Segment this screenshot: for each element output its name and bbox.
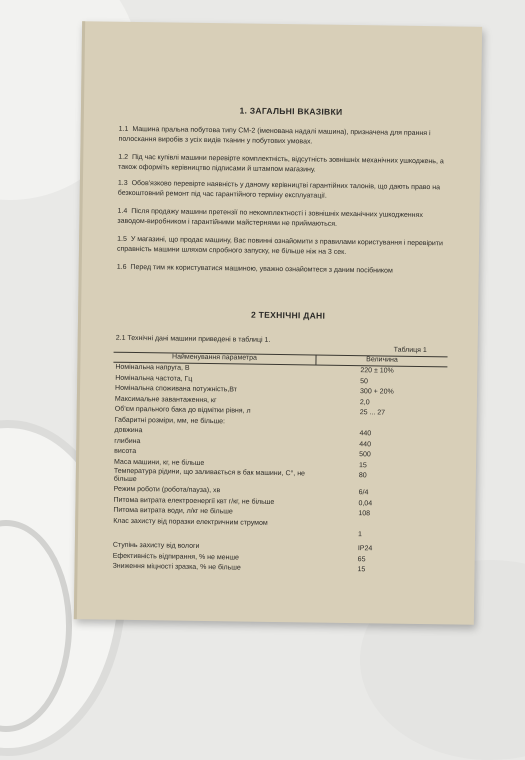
paragraph-1-3: 1.3 Обов'язково перевірте наявність у даному керівництві гарантійних талонів, що дають право на безкоштовний ремонт під час гарантійного терміну експлуатації. (117, 179, 441, 200)
table-row: Номінальна споживана потужність,Вт 300 + 20% (115, 384, 394, 396)
table-row: Питома витрата електроенергії квт г/кг, не більше 0,04 (113, 496, 373, 507)
spec-table-body (113, 363, 450, 577)
manual-booklet-page (74, 21, 482, 625)
table-label: Таблиця 1 (393, 346, 427, 355)
table-row: Температура рідини, що заливається в бак машини, С°, не більше 80 (113, 467, 367, 484)
paragraph-1-6: 1.6 Перед тим як користуватися машиною, уважно ознайомтеся з даним посібником (116, 263, 393, 275)
table-row: висота 500 (114, 447, 371, 459)
table-row: 1 (358, 531, 363, 539)
table-row: Номінальна напруга, В 220 ± 10% (115, 363, 394, 375)
paragraph-1-1: 1.1 Машина пральна побутова типу СМ-2 (іменована надалі машина), призначена для прання і полоскання виробів з усіх видів тканин у побутових умовах. (118, 125, 431, 145)
table-row: Максимальне завантаження, кг 2,0 (114, 395, 370, 406)
section-2-title: 2 ТЕХНІЧНІ ДАНІ (250, 309, 326, 321)
paragraph-1-4: 1.4 Після продажу машини претензії по некомплектності і зовнішніх механічних ушкодженнях заводом-виробником і гарантійними майстернями не приймаються. (117, 207, 423, 228)
table-row: Маса машини, кг, не більше 15 (113, 458, 367, 469)
table-row: Габаритні розміри, мм, не більше: (114, 416, 226, 425)
table-row: глибина 440 (114, 437, 372, 448)
table-row: Питома витрата води, л/кг не більше 108 (113, 506, 371, 518)
table-row: Ступінь захисту від вологи IP24 (112, 541, 373, 553)
table-row: Зниження міцності зразка, % не більше 15 (112, 562, 366, 574)
table-row: Номінальна частота, Гц 50 (115, 374, 369, 385)
table-row: Ефективність відпирання, % не менше 65 (112, 552, 366, 563)
section-1-title: 1. ЗАГАЛЬНІ ВКАЗІВКИ (239, 105, 343, 117)
paragraph-1-2: 1.2 Під час купівлі машини перевірте комплектність, відсутність зовнішніх механічних ушкоджень, а також оформіть керівництво підписами й штампом магазину. (118, 153, 444, 174)
table-row: довжина 440 (114, 426, 372, 438)
table-row: Клас захисту від поразки електричним струмом (113, 517, 268, 527)
table-header-parameter: Найменування параметра (172, 353, 257, 362)
table-header-value: Величина (366, 356, 398, 364)
table-intro: 2.1 Технічні дані машини приведені в таблиці 1. (115, 334, 271, 344)
paragraph-1-5: 1.5 У магазині, що продає машину, Вас повинні ознайомити з правилами користування і перевірити справність машини шляхом спробного запуску, не більше ніж на 3 сек. (116, 235, 444, 256)
table-row: Об'єм пральнoго бака до відмітки рівня, л 25 ... 27 (114, 405, 386, 417)
table-row: Режим роботи (робота/пауза), хв 6/4 (113, 485, 369, 497)
